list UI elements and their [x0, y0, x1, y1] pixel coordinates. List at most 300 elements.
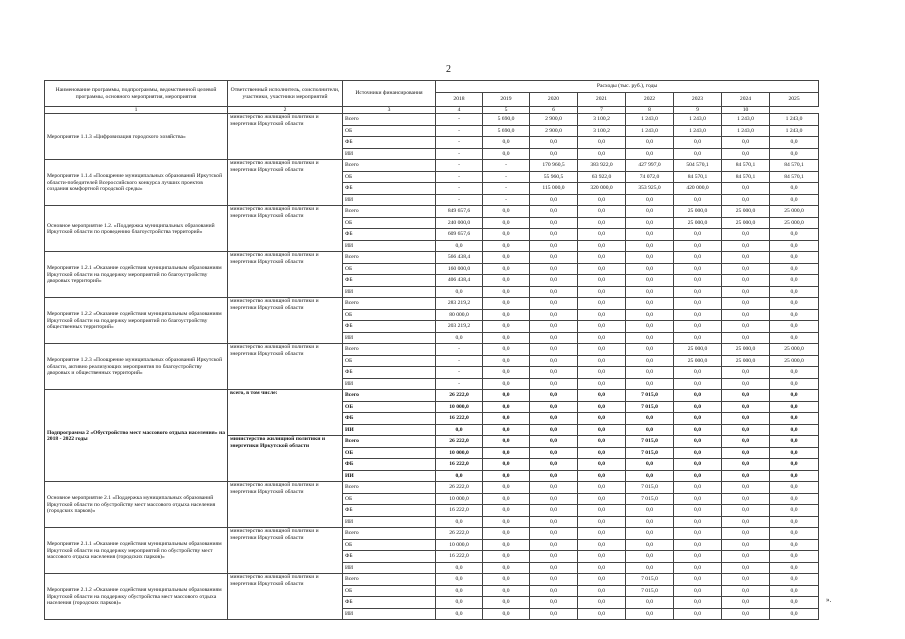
expense-value: 0,0 [483, 298, 530, 310]
expense-value: 0,0 [626, 148, 674, 160]
expense-value: 0,0 [483, 597, 530, 609]
expense-value: 25 000,0 [674, 344, 722, 356]
activity-name: Мероприятие 1.2.1 «Оказание содействия муниципальным образованиям Иркутской области на поддержку мероприятий по благоустройству дворовых территорий» [45, 252, 228, 298]
expense-value: 0,0 [722, 321, 770, 333]
expense-value: 0,0 [578, 505, 626, 517]
expense-value: 10 000,0 [436, 539, 483, 551]
expense-value: 2 900,0 [530, 125, 578, 137]
expense-value: 0,0 [483, 436, 530, 448]
expense-value: - [436, 137, 483, 149]
expense-value: 0,0 [626, 528, 674, 540]
expenditure-table [44, 80, 819, 620]
expense-value: 0,0 [722, 298, 770, 310]
expense-value: 0,0 [578, 436, 626, 448]
funding-source: ОБ [343, 539, 436, 551]
expense-value: - [436, 367, 483, 379]
expense-value: 0,0 [674, 252, 722, 264]
expense-value: 0,0 [578, 309, 626, 321]
expense-value: 0,0 [674, 309, 722, 321]
funding-source: ИИ [343, 470, 436, 482]
funding-source: ОБ [343, 585, 436, 597]
column-index: 8 [626, 107, 674, 114]
expense-value: 0,0 [530, 413, 578, 425]
expense-value: 1 243,0 [770, 114, 819, 126]
expense-value: 84 570,1 [770, 171, 819, 183]
expense-value: 0,0 [770, 298, 819, 310]
expense-value: 0,0 [674, 470, 722, 482]
expense-value: 0,0 [770, 309, 819, 321]
expense-value: 0,0 [578, 240, 626, 252]
expense-value: 1 243,0 [626, 114, 674, 126]
expense-value: 7 015,0 [626, 436, 674, 448]
responsible-executor: министерство жилищной политики и энергетики Иркутской области [228, 574, 343, 620]
responsible-executor: министерство жилищной политики и энергетики Иркутской области [228, 252, 343, 298]
expense-value: 0,0 [722, 263, 770, 275]
expense-value: 0,0 [722, 539, 770, 551]
funding-source: ФБ [343, 229, 436, 241]
expense-value: 0,0 [770, 562, 819, 574]
year-header: 2021 [578, 93, 626, 107]
expense-value: 240 000,0 [436, 217, 483, 229]
expense-value: 0,0 [530, 401, 578, 413]
expense-value: 0,0 [674, 263, 722, 275]
expense-value: 0,0 [578, 551, 626, 563]
funding-source: ИИ [343, 286, 436, 298]
expense-value: 0,0 [626, 562, 674, 574]
responsible-executor: министерство жилищной политики и энергетики Иркутской области [228, 298, 343, 344]
expense-value: 283 219,2 [436, 298, 483, 310]
expense-value: 26 222,0 [436, 436, 483, 448]
expense-value: 1 243,0 [626, 125, 674, 137]
expense-value: 0,0 [722, 505, 770, 517]
expense-value: 0,0 [483, 413, 530, 425]
expense-value: 26 222,0 [436, 390, 483, 402]
column-index: 3 [343, 107, 436, 114]
expense-value: 16 222,0 [436, 505, 483, 517]
expense-value: 0,0 [578, 378, 626, 390]
expense-value: 0,0 [722, 551, 770, 563]
expense-value: 0,0 [626, 355, 674, 367]
expense-value: 0,0 [770, 321, 819, 333]
expense-value: 0,0 [722, 562, 770, 574]
header-expenses: Расходы (тыс. руб.), годы [436, 81, 819, 93]
expense-value: 0,0 [530, 424, 578, 436]
expense-value: 0,0 [674, 367, 722, 379]
responsible-executor: министерство жилищной политики и энергетики Иркутской области [228, 482, 343, 528]
expense-value: 0,0 [770, 229, 819, 241]
activity-name: Мероприятие 2.1.2 «Оказание содействия муниципальным образованиям Иркутской области на поддержку обустройства мест массового отдыха населения (городских парков)» [45, 574, 228, 620]
expense-value: 0,0 [722, 585, 770, 597]
subprogram-name: Подпрограмма 2 «Обустройство мест массового отдыха населения» на 2018 - 2022 годы [45, 390, 228, 482]
expense-value: 0,0 [626, 608, 674, 620]
expense-value: 25 000,0 [674, 355, 722, 367]
expense-value: 84 570,1 [770, 160, 819, 172]
funding-source: ФБ [343, 459, 436, 471]
expense-value: 0,0 [436, 286, 483, 298]
expense-value: 10 000,0 [436, 447, 483, 459]
funding-source: Всего [343, 344, 436, 356]
funding-source: Всего [343, 574, 436, 586]
expense-value: 0,0 [483, 378, 530, 390]
expense-value: 7 015,0 [626, 574, 674, 586]
expense-value: 0,0 [578, 275, 626, 287]
expense-value: - [483, 160, 530, 172]
expense-value: 0,0 [770, 482, 819, 494]
expense-value: 7 015,0 [626, 585, 674, 597]
funding-source: ФБ [343, 597, 436, 609]
expense-value: 0,0 [674, 401, 722, 413]
responsible-total: всего, в том числе: [228, 390, 343, 436]
expense-value: 0,0 [674, 482, 722, 494]
expense-value: 0,0 [626, 240, 674, 252]
funding-source: ИИ [343, 240, 436, 252]
expense-value: 0,0 [530, 298, 578, 310]
expense-value: 0,0 [722, 528, 770, 540]
expense-value: 0,0 [626, 470, 674, 482]
expense-value: 0,0 [722, 229, 770, 241]
expense-value: 63 922,0 [578, 171, 626, 183]
funding-source: ИИ [343, 562, 436, 574]
funding-source: ФБ [343, 137, 436, 149]
expense-value: 0,0 [436, 608, 483, 620]
expense-value: 0,0 [674, 298, 722, 310]
expense-value: 0,0 [626, 344, 674, 356]
funding-source: Всего [343, 114, 436, 126]
expense-value: 0,0 [770, 194, 819, 206]
activity-name: Основное мероприятие 1.2. «Поддержка муниципальных образований Иркутской области по проведению благоустройства территорий» [45, 206, 228, 252]
expense-value: 420 000,0 [674, 183, 722, 195]
expense-value: 0,0 [436, 597, 483, 609]
expense-value: 0,0 [483, 309, 530, 321]
expense-value: 0,0 [674, 597, 722, 609]
expense-value: 0,0 [578, 401, 626, 413]
expense-value: 25 000,0 [674, 206, 722, 218]
year-header: 2018 [436, 93, 483, 107]
funding-source: Всего [343, 528, 436, 540]
expense-value: 0,0 [626, 298, 674, 310]
expense-value: 0,0 [530, 355, 578, 367]
expense-value: - [483, 194, 530, 206]
expense-value: 0,0 [770, 436, 819, 448]
expense-value: 5 690,0 [483, 125, 530, 137]
funding-source: ФБ [343, 183, 436, 195]
expense-value: 0,0 [626, 206, 674, 218]
expense-value: 0,0 [578, 217, 626, 229]
table-row [45, 298, 819, 310]
expense-value: 0,0 [578, 597, 626, 609]
expense-value: 0,0 [530, 505, 578, 517]
expense-value: - [436, 148, 483, 160]
expense-value: 0,0 [530, 390, 578, 402]
expense-value: 0,0 [483, 608, 530, 620]
expense-value: 25 000,0 [770, 355, 819, 367]
expense-value: 0,0 [722, 332, 770, 344]
expense-value: 504 570,1 [674, 160, 722, 172]
expense-value: 0,0 [722, 424, 770, 436]
expense-value: 0,0 [722, 470, 770, 482]
funding-source: ОБ [343, 355, 436, 367]
expense-value: 0,0 [722, 275, 770, 287]
expense-value: 0,0 [674, 539, 722, 551]
expense-value: 0,0 [722, 574, 770, 586]
expense-value: 0,0 [770, 551, 819, 563]
funding-source: Всего [343, 252, 436, 264]
expense-value: 0,0 [674, 390, 722, 402]
expense-value: 0,0 [722, 401, 770, 413]
expense-value: 7 015,0 [626, 390, 674, 402]
expense-value: 0,0 [674, 528, 722, 540]
column-index: 6 [530, 107, 578, 114]
year-header: 2025 [770, 93, 819, 107]
expense-value: 0,0 [436, 470, 483, 482]
funding-source: ОБ [343, 217, 436, 229]
expense-value: 0,0 [770, 413, 819, 425]
responsible-executor: министерство жилищной политики и энергетики Иркутской области [228, 528, 343, 574]
expense-value: 25 000,0 [722, 355, 770, 367]
funding-source: ИИ [343, 148, 436, 160]
expense-value: 0,0 [578, 286, 626, 298]
funding-source: ОБ [343, 309, 436, 321]
expense-value: 0,0 [626, 229, 674, 241]
expense-value: 0,0 [674, 286, 722, 298]
expense-value: 0,0 [530, 252, 578, 264]
expense-value: 0,0 [436, 574, 483, 586]
expense-value: 0,0 [626, 275, 674, 287]
expense-value: - [436, 125, 483, 137]
expense-value: 0,0 [770, 528, 819, 540]
expense-value: 203 219,2 [436, 321, 483, 333]
expense-value: 25 000,0 [722, 344, 770, 356]
expense-value: 0,0 [770, 574, 819, 586]
expense-value: - [436, 160, 483, 172]
expense-value: 0,0 [483, 263, 530, 275]
expense-value: 0,0 [578, 252, 626, 264]
year-header: 2023 [674, 93, 722, 107]
year-header: 2024 [722, 93, 770, 107]
funding-source: ФБ [343, 367, 436, 379]
expense-value: - [483, 183, 530, 195]
expense-value: 0,0 [674, 436, 722, 448]
expense-value: 0,0 [626, 539, 674, 551]
expense-value: 0,0 [770, 401, 819, 413]
expense-value: 0,0 [483, 355, 530, 367]
expense-value: 0,0 [722, 516, 770, 528]
activity-name: Мероприятие 1.2.3 «Поощрение муниципальных образований Иркутской области, активно реализующих мероприятия по благоустройству дворовых и общественных территорий» [45, 344, 228, 390]
expense-value: 0,0 [626, 516, 674, 528]
expense-value: 74 072,0 [626, 171, 674, 183]
expense-value: 0,0 [770, 505, 819, 517]
expense-value: 0,0 [483, 390, 530, 402]
column-index: 5 [483, 107, 530, 114]
expense-value: 0,0 [674, 378, 722, 390]
expense-value: 0,0 [770, 539, 819, 551]
expense-value: 0,0 [578, 355, 626, 367]
expense-value: 0,0 [722, 459, 770, 471]
expense-value: 16 222,0 [436, 459, 483, 471]
expense-value: 0,0 [674, 574, 722, 586]
activity-name: Мероприятие 1.1.3 «Цифровизация городского хозяйства» [45, 114, 228, 160]
expense-value: 0,0 [722, 482, 770, 494]
expense-value: 320 000,0 [578, 183, 626, 195]
activity-name: Мероприятие 1.1.4 «Поощрение муниципальных образований Иркутской области-победителей Всероссийского конкурса лучших проектов создания комфортной городской среды» [45, 160, 228, 206]
header-name: Наименование программы, подпрограммы, ведомственной целевой программы, основного мероприятия, мероприятия [45, 81, 228, 107]
expense-value: 0,0 [483, 585, 530, 597]
expense-value: 0,0 [578, 206, 626, 218]
expense-value: 849 657,6 [436, 206, 483, 218]
expense-value: 0,0 [674, 608, 722, 620]
expense-value: 0,0 [626, 332, 674, 344]
expense-value: 0,0 [578, 229, 626, 241]
expense-value: 0,0 [483, 367, 530, 379]
funding-source: Всего [343, 160, 436, 172]
expense-value: 609 657,6 [436, 229, 483, 241]
expense-value: 0,0 [483, 562, 530, 574]
expense-value: 84 570,1 [674, 171, 722, 183]
expense-value: 0,0 [483, 551, 530, 563]
table-row [45, 574, 819, 586]
funding-source: ИИ [343, 332, 436, 344]
expense-value: 0,0 [674, 459, 722, 471]
expense-value: 0,0 [530, 263, 578, 275]
expense-value: - [436, 171, 483, 183]
expense-value: 0,0 [530, 482, 578, 494]
expense-value: 0,0 [530, 447, 578, 459]
expense-value: 0,0 [578, 390, 626, 402]
expense-value: 0,0 [770, 470, 819, 482]
expense-value: 0,0 [770, 332, 819, 344]
expense-value: 0,0 [770, 286, 819, 298]
expense-value: 0,0 [578, 608, 626, 620]
expense-value: 0,0 [530, 551, 578, 563]
table-row [45, 114, 819, 126]
expense-value: 566 438,4 [436, 252, 483, 264]
expense-value: 0,0 [483, 539, 530, 551]
expense-value: 0,0 [770, 459, 819, 471]
expense-value: 0,0 [436, 332, 483, 344]
page-number: 2 [446, 64, 451, 75]
expense-value: 0,0 [626, 505, 674, 517]
expense-value: 0,0 [483, 240, 530, 252]
expense-value: 0,0 [530, 332, 578, 344]
expense-value: 0,0 [578, 137, 626, 149]
expense-value: 0,0 [483, 493, 530, 505]
expense-value: 16 222,0 [436, 413, 483, 425]
expense-value: 0,0 [626, 413, 674, 425]
year-header: 2020 [530, 93, 578, 107]
expense-value: 1 243,0 [770, 125, 819, 137]
expense-value: 10 000,0 [436, 493, 483, 505]
expense-value: 25 000,0 [722, 217, 770, 229]
table-row [45, 206, 819, 218]
expense-value: 0,0 [770, 240, 819, 252]
expense-value: 0,0 [578, 332, 626, 344]
table-row [45, 344, 819, 356]
column-index: 1 [45, 107, 228, 114]
expense-value: 0,0 [674, 194, 722, 206]
expense-value: 0,0 [530, 493, 578, 505]
expense-value: 0,0 [626, 263, 674, 275]
expense-value: 0,0 [578, 470, 626, 482]
expense-value: 0,0 [578, 263, 626, 275]
expense-value: 0,0 [483, 574, 530, 586]
expense-value: 0,0 [483, 424, 530, 436]
expense-value: 0,0 [674, 275, 722, 287]
expense-value: 0,0 [626, 597, 674, 609]
expense-value: - [483, 171, 530, 183]
expense-value: 0,0 [626, 309, 674, 321]
expense-value: 0,0 [530, 585, 578, 597]
expense-value: 0,0 [578, 194, 626, 206]
expense-value: - [436, 194, 483, 206]
expense-value: 0,0 [626, 378, 674, 390]
expense-value: - [436, 344, 483, 356]
expense-value: 0,0 [578, 516, 626, 528]
expense-value: 0,0 [722, 436, 770, 448]
expense-value: 0,0 [530, 608, 578, 620]
activity-name: Основное мероприятие 2.1 «Поддержка муниципальных образований Иркутской области по обустройству мест массового отдыха населения (городских парков)» [45, 482, 228, 528]
expense-value: 0,0 [770, 183, 819, 195]
expense-value: 0,0 [722, 447, 770, 459]
expense-value: 0,0 [530, 516, 578, 528]
expense-value: 0,0 [722, 608, 770, 620]
responsible-executor: министерство жилищной политики и энергетики Иркутской области [228, 160, 343, 206]
expense-value: 0,0 [483, 516, 530, 528]
column-index: 7 [578, 107, 626, 114]
expense-value: 1 243,0 [722, 114, 770, 126]
expense-value: 0,0 [626, 424, 674, 436]
expense-value: 427 997,0 [626, 160, 674, 172]
table-row [45, 160, 819, 172]
expense-value: 0,0 [578, 493, 626, 505]
funding-source: ИИ [343, 424, 436, 436]
funding-source: ИИ [343, 516, 436, 528]
expense-value: 0,0 [530, 148, 578, 160]
expense-value: 0,0 [722, 194, 770, 206]
expense-value: 0,0 [436, 562, 483, 574]
expense-value: 0,0 [483, 344, 530, 356]
expense-value: 0,0 [674, 551, 722, 563]
expense-value: 0,0 [530, 436, 578, 448]
header-source: Источники финансирования [343, 81, 436, 107]
funding-source: ФБ [343, 505, 436, 517]
expense-value: 0,0 [770, 608, 819, 620]
expense-value: 0,0 [578, 585, 626, 597]
expense-value: 0,0 [530, 275, 578, 287]
column-index: 2 [228, 107, 343, 114]
expense-value: 383 922,0 [578, 160, 626, 172]
expense-value: 0,0 [578, 562, 626, 574]
funding-source: ОБ [343, 171, 436, 183]
expense-value: 0,0 [674, 505, 722, 517]
expense-value: 25 000,0 [674, 217, 722, 229]
expense-value: 84 570,1 [722, 171, 770, 183]
expense-value: 0,0 [578, 528, 626, 540]
expense-value: 0,0 [770, 585, 819, 597]
expense-value: 0,0 [483, 137, 530, 149]
expense-value: 0,0 [578, 424, 626, 436]
expense-value: 0,0 [674, 447, 722, 459]
expense-value: 0,0 [530, 137, 578, 149]
expense-value: 0,0 [722, 413, 770, 425]
responsible-executor: министерство жилищной политики и энергетики Иркутской области [228, 114, 343, 160]
expense-value: 0,0 [483, 148, 530, 160]
expense-value: 0,0 [483, 401, 530, 413]
expense-value: 0,0 [578, 539, 626, 551]
year-header: 2019 [483, 93, 530, 107]
expense-value: 0,0 [674, 585, 722, 597]
expense-value: 0,0 [770, 148, 819, 160]
funding-source: ОБ [343, 493, 436, 505]
